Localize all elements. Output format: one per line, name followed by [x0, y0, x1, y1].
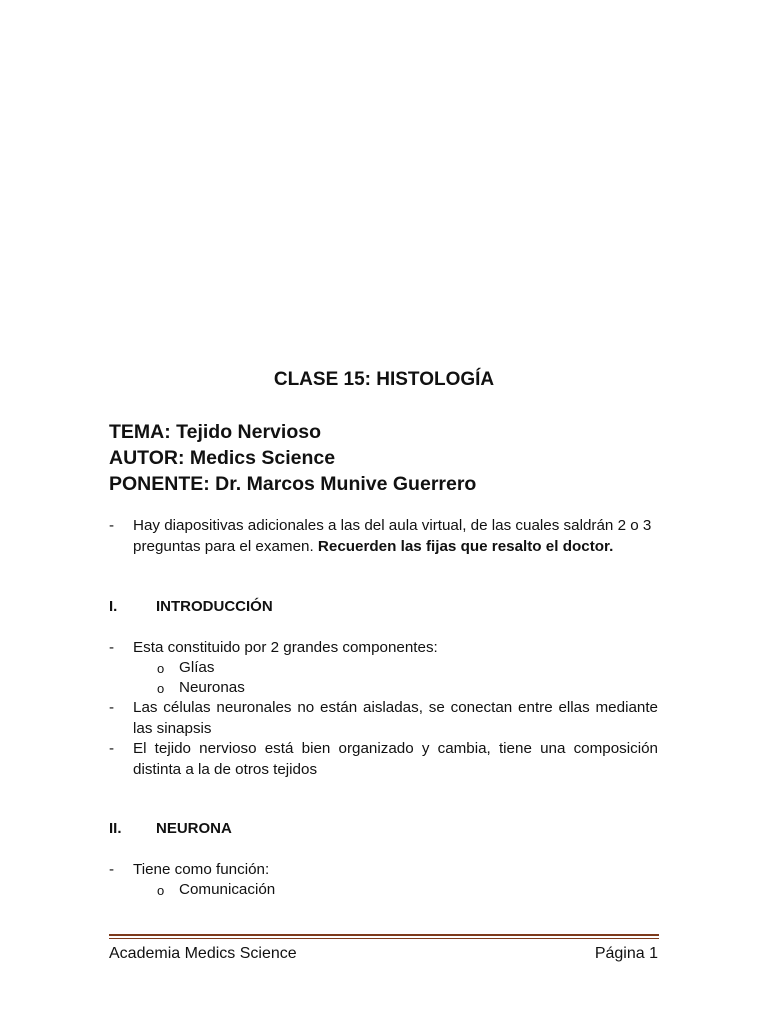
section-number: II.	[109, 820, 122, 837]
section-number: I.	[109, 598, 118, 615]
sub-list-item-text: Comunicación	[179, 881, 276, 898]
footer-rule	[109, 934, 659, 936]
sub-list-item-text: Neuronas	[179, 679, 245, 696]
list-item	[109, 638, 658, 659]
dash-bullet: -	[109, 639, 115, 656]
footer-page-number: Página 1	[594, 945, 658, 962]
sub-list-item	[157, 678, 245, 699]
list-item-text: Tiene como función:	[133, 861, 270, 878]
list-item	[109, 698, 658, 739]
section-title: NEURONA	[156, 820, 232, 837]
circle-bullet-icon: o	[157, 883, 165, 898]
note-bold-text: Recuerden las fijas que resalto el doctor.	[317, 537, 614, 555]
list-item-text: Esta constituido por 2 grandes componentes:	[133, 639, 438, 656]
section-title: INTRODUCCIÓN	[156, 598, 273, 615]
sub-list-item	[157, 880, 275, 901]
list-item-text: El tejido nervioso está bien organizado y cambia, tiene una composición distinta a la de otros tejidos	[133, 740, 658, 778]
note-text: Hay diapositivas adicionales a las del aula virtual, de las cuales saldrán 2 o 3 preguntas para el examen.	[133, 517, 652, 555]
circle-bullet-icon: o	[157, 661, 165, 676]
document-title: CLASE 15: HISTOLOGÍA	[273, 369, 495, 390]
note-item	[109, 516, 658, 557]
list-item	[109, 739, 658, 780]
footer-left-text: Academia Medics Science	[109, 945, 297, 962]
note-body	[133, 516, 658, 557]
circle-bullet-icon: o	[157, 681, 165, 696]
dash-bullet: -	[109, 740, 115, 757]
meta-ponente: PONENTE: Dr. Marcos Munive Guerrero	[109, 473, 477, 495]
document-meta	[109, 419, 476, 497]
meta-tema: TEMA: Tejido Nervioso	[109, 421, 321, 443]
dash-bullet: -	[109, 517, 115, 534]
dash-bullet: -	[109, 861, 115, 878]
sub-list-item-text: Glías	[179, 659, 215, 676]
meta-autor: AUTOR: Medics Science	[109, 447, 336, 469]
list-item-text: Las células neuronales no están aisladas, se conectan entre ellas mediante las sinapsis	[133, 699, 658, 737]
list-item	[109, 860, 658, 881]
footer-rule-thin	[109, 938, 659, 939]
dash-bullet: -	[109, 699, 115, 716]
section-heading-introduccion	[109, 597, 273, 617]
sub-list-item	[157, 658, 214, 679]
section-heading-neurona	[109, 819, 232, 839]
